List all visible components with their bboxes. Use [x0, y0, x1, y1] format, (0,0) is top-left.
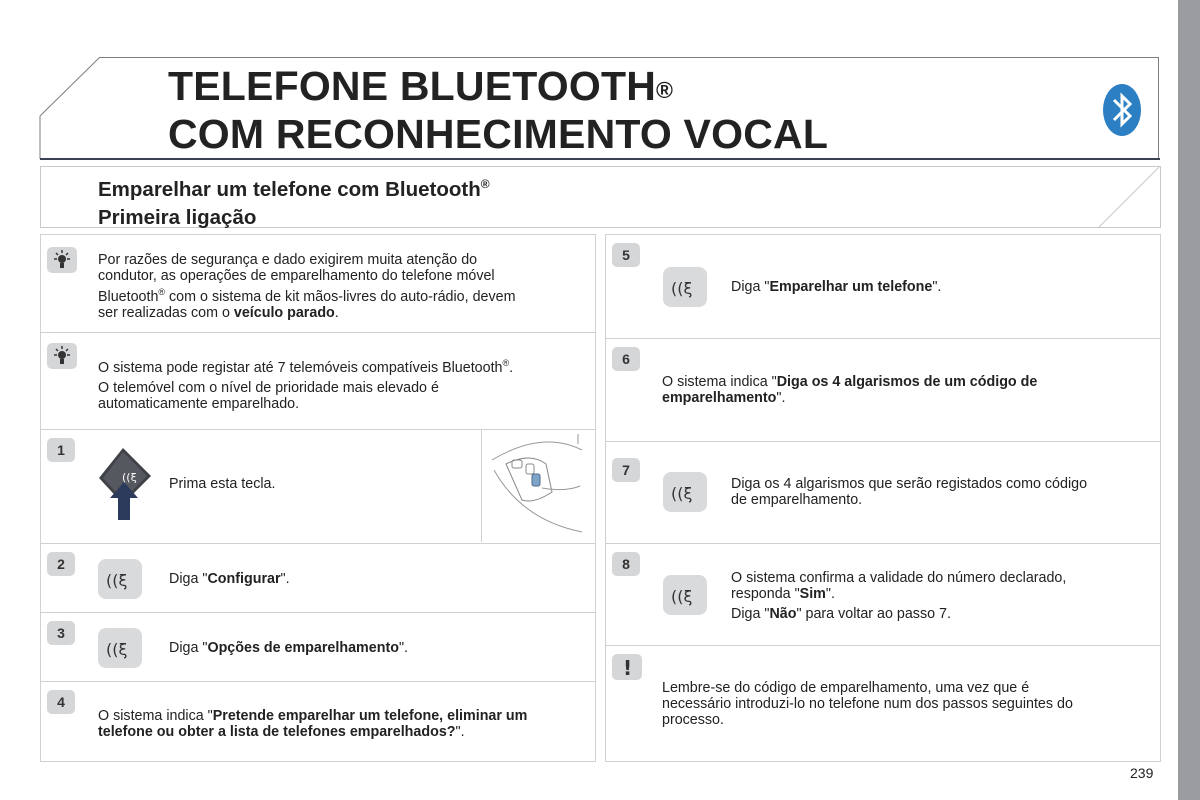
section-reg-mark: ®	[480, 177, 490, 191]
svg-text:((ξ: ((ξ	[671, 587, 693, 606]
safety-line-1: Por razões de segurança e dado exigirem muita atenção do	[98, 252, 478, 268]
warning-row	[606, 646, 1160, 760]
step-number-badge: 7	[612, 458, 640, 482]
safety-line-3a: Bluetooth	[98, 288, 159, 305]
page-number: 239	[1130, 765, 1154, 781]
step-3-post: ".	[398, 640, 408, 656]
step-6-bold-1: Diga os 4 algarismos de um código de	[776, 374, 1038, 390]
step-4-bold-2: telefone ou obter a lista de telefones emparelhados?	[98, 724, 456, 740]
warning-text	[662, 680, 1142, 728]
step-number-badge: 1	[47, 438, 75, 462]
section-title-line-1: Emparelhar um telefone com Bluetooth	[98, 177, 481, 201]
step-7-line-1: Diga os 4 algarismos que serão registados como código	[731, 476, 1088, 492]
step-number-badge: 6	[612, 347, 640, 371]
step-number-badge: 4	[47, 690, 75, 714]
step-row-7	[606, 442, 1160, 544]
svg-text:((ξ: ((ξ	[122, 471, 137, 484]
step-8-no: Não	[769, 606, 797, 622]
exclamation-icon	[612, 654, 642, 680]
svg-text:((ξ: ((ξ	[671, 279, 693, 298]
voice-command-icon	[663, 575, 707, 615]
safety-line-4b: veículo parado	[233, 304, 335, 321]
header-bottom-line	[40, 158, 1160, 160]
capacity-line-2: O telemóvel com o nível de prioridade mais elevado é	[98, 379, 439, 396]
step-8-line-2a: responda "	[731, 586, 800, 602]
step-7-text	[731, 476, 1151, 508]
step-row-3	[41, 613, 595, 682]
step-8-line-3a: Diga "	[731, 606, 770, 622]
step-2-command: Configurar	[207, 571, 281, 587]
voice-command-icon	[98, 628, 142, 668]
section-title-line-2: Primeira ligação	[98, 205, 257, 229]
step-number-badge: 2	[47, 552, 75, 576]
step-4-pre: O sistema indica "	[98, 708, 213, 724]
step-3-command: Opções de emparelhamento	[207, 640, 399, 656]
step-number-badge: 8	[612, 552, 640, 576]
left-steps-panel	[40, 234, 596, 762]
step-8-line-3c: " para voltar ao passo 7.	[796, 606, 951, 622]
lightbulb-icon	[47, 247, 77, 273]
step-row-4	[41, 682, 595, 760]
page-title	[168, 62, 828, 158]
safety-line-2: condutor, as operações de emparelhamento do telefone móvel	[98, 268, 495, 284]
step-5-text	[731, 279, 941, 295]
step-3-text	[169, 640, 408, 656]
safety-line-3b: com o sistema de kit mãos-livres do auto-rádio, devem	[165, 288, 516, 305]
step-8-yes: Sim	[799, 586, 826, 602]
step-row-1	[41, 430, 595, 544]
step-2-pre: Diga "	[169, 571, 208, 587]
step-row-8	[606, 544, 1160, 646]
warning-line-2: necessário introduzi-lo no telefone num dos passos seguintes do	[662, 696, 1073, 712]
step-row-5	[606, 235, 1160, 339]
step-4-text	[98, 708, 588, 740]
voice-command-icon	[663, 267, 707, 307]
step-5-pre: Diga "	[731, 279, 770, 295]
section-corner-diagonal	[1098, 166, 1160, 228]
safety-line-4c: .	[334, 304, 339, 321]
voice-command-icon	[98, 559, 142, 599]
safety-line-4a: ser realizadas com o	[98, 304, 234, 321]
step-2-text	[169, 571, 290, 587]
step-6-pre: O sistema indica "	[662, 374, 777, 390]
step-5-command: Emparelhar um telefone	[769, 279, 933, 295]
step-row-2	[41, 544, 595, 613]
svg-text:((ξ: ((ξ	[671, 484, 693, 503]
section-title	[98, 170, 490, 232]
info-row-safety	[41, 235, 595, 333]
warning-symbol: !	[623, 656, 633, 680]
bluetooth-icon	[1103, 84, 1141, 136]
step-number-badge: 5	[612, 243, 640, 267]
svg-text:((ξ: ((ξ	[106, 571, 128, 590]
warning-line-3: processo.	[662, 712, 724, 728]
step-5-post: ".	[932, 279, 942, 295]
svg-text:((ξ: ((ξ	[106, 640, 128, 659]
step-8-text	[731, 570, 1151, 622]
info-text-safety	[98, 252, 578, 321]
side-tab-bar	[1178, 0, 1200, 800]
steering-wheel-illustration	[481, 430, 595, 542]
voice-key-button-illustration	[97, 448, 155, 524]
step-8-line-1: O sistema confirma a validade do número declarado,	[731, 570, 1067, 586]
step-6-post: ".	[776, 390, 786, 406]
title-line-2: COM RECONHECIMENTO VOCAL	[168, 111, 829, 157]
capacity-line-1a: O sistema pode registar até 7 telemóveis compatíveis Bluetooth	[98, 359, 503, 376]
capacity-reg-mark: ®	[502, 358, 510, 368]
warning-line-1: Lembre-se do código de emparelhamento, uma vez que é	[662, 680, 1030, 696]
step-3-pre: Diga "	[169, 640, 208, 656]
step-row-6	[606, 339, 1160, 442]
capacity-line-3: automaticamente emparelhado.	[98, 395, 300, 412]
voice-command-icon	[663, 472, 707, 512]
safety-reg-mark: ®	[158, 287, 166, 297]
info-row-capacity	[41, 333, 595, 430]
title-reg-mark: ®	[656, 77, 674, 103]
step-4-bold-1: Pretende emparelhar um telefone, eliminar um	[212, 708, 528, 724]
step-number-badge: 3	[47, 621, 75, 645]
title-line-1: TELEFONE BLUETOOTH	[168, 63, 657, 109]
step-4-post: ".	[455, 724, 465, 740]
step-1-text: Prima esta tecla.	[169, 476, 276, 492]
step-6-bold-2: emparelhamento	[662, 390, 777, 406]
info-text-capacity	[98, 355, 578, 412]
step-8-line-2c: ".	[825, 586, 835, 602]
right-steps-panel	[605, 234, 1161, 762]
step-6-text	[662, 374, 1142, 406]
step-7-line-2: de emparelhamento.	[731, 492, 863, 508]
lightbulb-icon	[47, 343, 77, 369]
capacity-line-1b: .	[509, 359, 514, 376]
step-2-post: ".	[280, 571, 290, 587]
